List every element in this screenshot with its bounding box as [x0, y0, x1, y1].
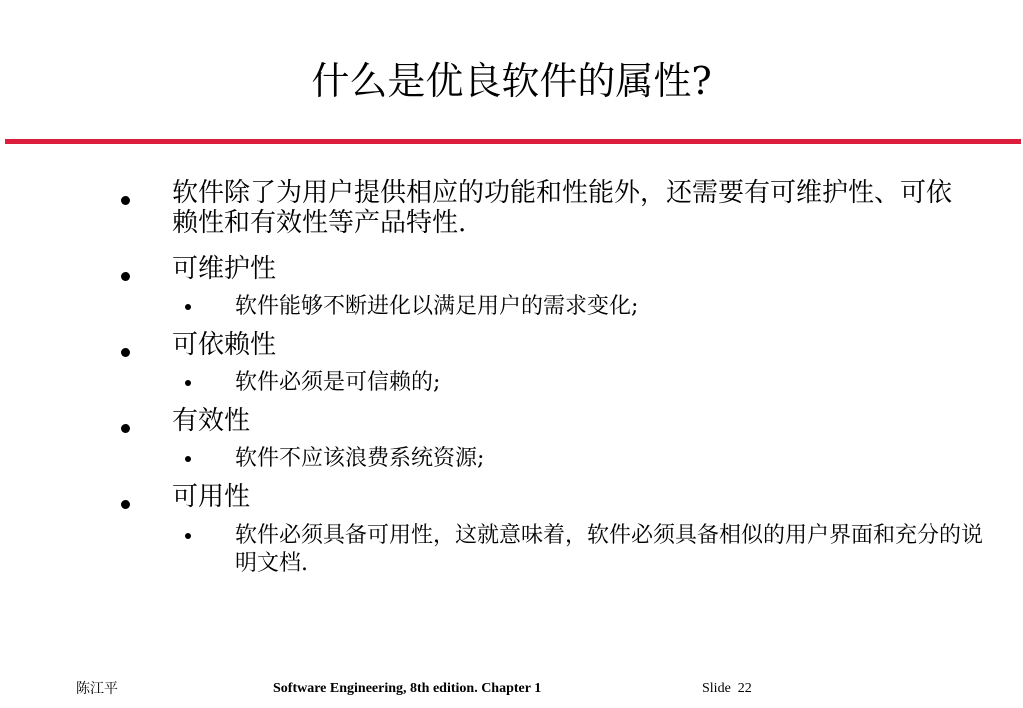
- bullet-dot-icon: [121, 196, 130, 205]
- bullet-dot-icon: [121, 500, 130, 509]
- sub-bullet-text: 软件能够不断进化以满足用户的需求变化;: [235, 294, 639, 319]
- title-divider: [5, 139, 1021, 144]
- bullet-text: 有效性: [172, 406, 251, 436]
- footer-book-title: Software Engineering, 8th edition. Chapter 1: [273, 681, 542, 696]
- bullet-text: 可依赖性: [172, 330, 277, 360]
- sub-bullet-text: 软件必须具备可用性，这就意味着，软件必须具备相似的用户界面和充分的说明文档.: [235, 523, 984, 576]
- sub-bullet-text: 软件必须是可信赖的;: [235, 370, 441, 395]
- sub-bullet-dot-icon: [185, 533, 191, 539]
- bullet-text: 软件除了为用户提供相应的功能和性能外，还需要有可维护性、可依赖性和有效性等产品特性.: [172, 178, 953, 238]
- bullet-dot-icon: [121, 424, 130, 433]
- sub-bullet-text: 软件不应该浪费系统资源;: [235, 446, 485, 471]
- bullet-text: 可用性: [172, 482, 251, 512]
- slide-title: 什么是优良软件的属性?: [311, 59, 712, 103]
- sub-bullet-dot-icon: [185, 304, 191, 310]
- slide-label: Slide: [702, 681, 731, 696]
- footer-slide-number: [702, 680, 752, 698]
- bullet-text: 可维护性: [172, 254, 277, 284]
- footer-author: 陈江平: [76, 681, 118, 697]
- slide-number: 22: [737, 681, 752, 696]
- sub-bullet-dot-icon: [185, 380, 191, 386]
- bullet-dot-icon: [121, 272, 130, 281]
- bullet-dot-icon: [121, 348, 130, 357]
- sub-bullet-dot-icon: [185, 456, 191, 462]
